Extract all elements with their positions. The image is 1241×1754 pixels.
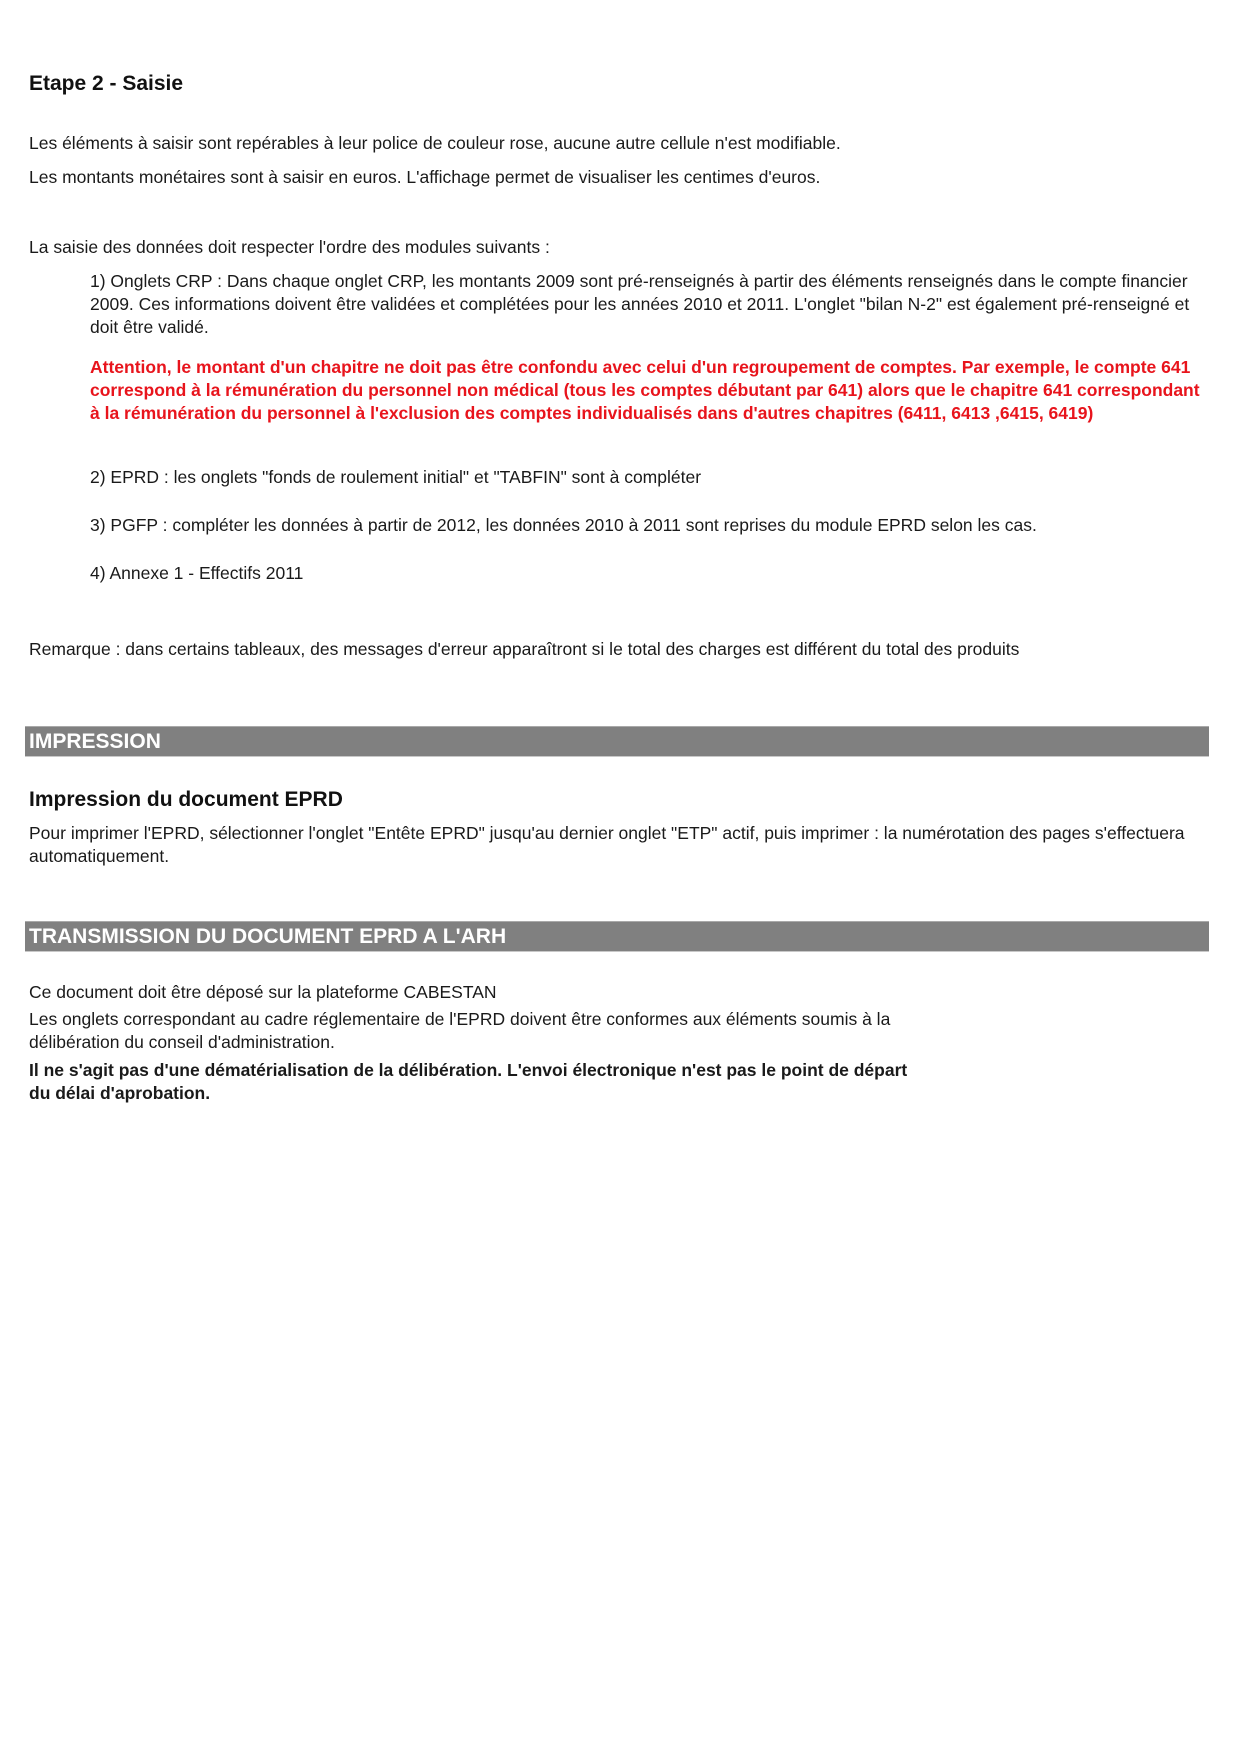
- impression-subtitle: Impression du document EPRD: [29, 788, 343, 811]
- impression-bar-title: IMPRESSION: [29, 730, 161, 753]
- transmission-bold-note: Il ne s'agit pas d'une dématérialisation de la délibération. L'envoi électronique n'est pas le point de départ du délai d'aprobation.: [29, 1060, 908, 1103]
- transmission-line-1: Ce document doit être déposé sur la plateforme CABESTAN: [29, 982, 497, 1002]
- remark-text: Remarque : dans certains tableaux, des messages d'erreur apparaîtront si le total des charges est différent du total des produits: [29, 639, 1020, 659]
- transmission-bar-title: TRANSMISSION DU DOCUMENT EPRD A L'ARH: [29, 925, 507, 948]
- impression-section-bar: [25, 726, 1209, 757]
- step-item-crp: 1) Onglets CRP : Dans chaque onglet CRP, les montants 2009 sont pré-renseignés à partir des éléments renseignés dans le compte financier 2009. Ces informations doivent être validées et complétées pour les années 2010 et 2011. L'onglet "bilan N-2" est également pré-renseigné et doit être validé.: [90, 271, 1190, 337]
- intro-line-2: Les montants monétaires sont à saisir en euros. L'affichage permet de visualiser les centimes d'euros.: [29, 167, 821, 187]
- order-intro: La saisie des données doit respecter l'ordre des modules suivants :: [29, 237, 550, 257]
- transmission-section-bar: [25, 921, 1209, 952]
- step-item-pgfp: 3) PGFP : compléter les données à partir de 2012, les données 2010 à 2011 sont reprises du module EPRD selon les cas.: [90, 515, 1037, 535]
- transmission-line-2: Les onglets correspondant au cadre réglementaire de l'EPRD doivent être conformes aux éléments soumis à la délibération du conseil d'administration.: [29, 1009, 891, 1052]
- warning-note: Attention, le montant d'un chapitre ne doit pas être confondu avec celui d'un regroupement de comptes. Par exemple, le compte 641 correspond à la rémunération du personnel non médical (tous les comptes débutant par 641) alors que le chapitre 641 correspondant à la rémunération du personnel à l'exclusion des comptes individualisés dans d'autres chapitres (6411, 6413 ,6415, 6419): [90, 357, 1200, 423]
- etape-title: Etape 2 - Saisie: [29, 72, 184, 95]
- step-item-annexe: 4) Annexe 1 - Effectifs 2011: [90, 563, 304, 583]
- step-item-eprd: 2) EPRD : les onglets "fonds de roulement initial" et "TABFIN" sont à compléter: [90, 467, 702, 487]
- impression-body: Pour imprimer l'EPRD, sélectionner l'onglet "Entête EPRD" jusqu'au dernier onglet "ETP" actif, puis imprimer : la numérotation des pages s'effectuera automatiquement.: [29, 823, 1185, 866]
- intro-line-1: Les éléments à saisir sont repérables à leur police de couleur rose, aucune autre cellule n'est modifiable.: [29, 133, 841, 153]
